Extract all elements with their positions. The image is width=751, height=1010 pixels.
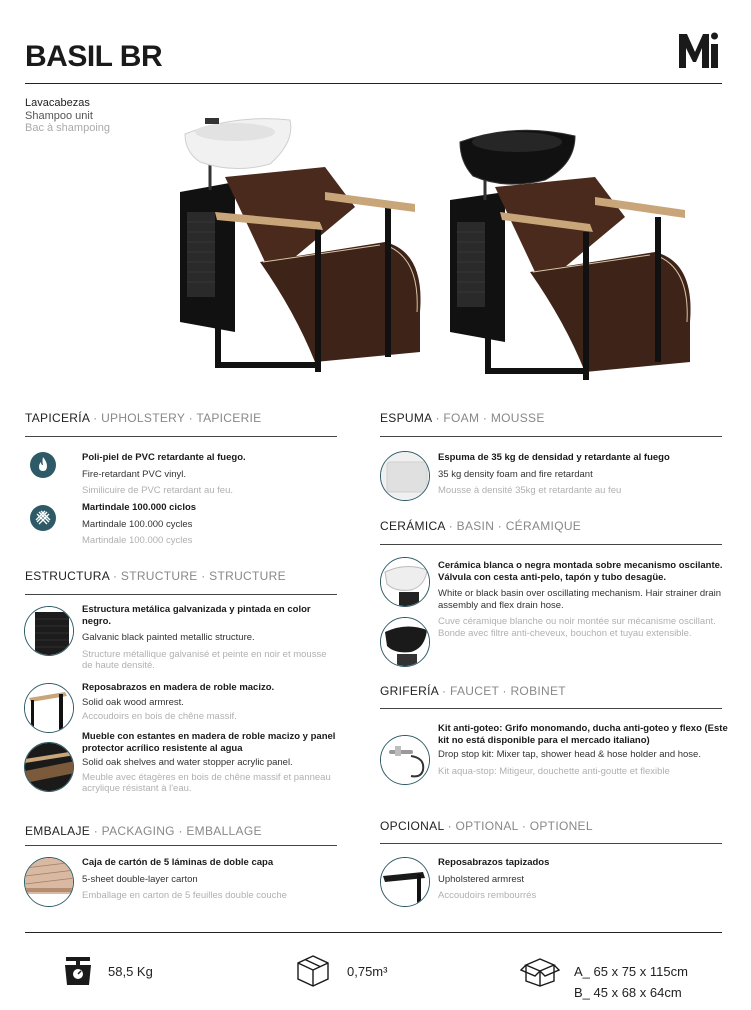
section-upholstery-heading: TAPICERÍA · UPHOLSTERY · TAPICERIE [25, 411, 262, 425]
faucet-item-1: Kit anti-goteo: Grifo monomando, ducha anti-goteo y flexo (Este kit no está disponible para el mercado italiano) Drop stop kit: Mixer tap, shower head & hose holder and hose. Kit aqua-stop: Mitigeur, douchette anti-goutte et flexible [438, 723, 728, 777]
page-title: BASIL BR [25, 40, 163, 73]
section-structure-heading: ESTRUCTURA · STRUCTURE · STRUCTURE [25, 569, 286, 583]
upholstery-item-2: Martindale 100.000 ciclos Martindale 100.000 cycles Martindale 100.000 cycles [82, 502, 197, 546]
dimensions-a: A_ 65 x 75 x 115cm [574, 964, 688, 979]
package-box-icon [520, 955, 560, 987]
section-foam-divider [380, 436, 722, 437]
section-faucet-heading: GRIFERÍA · FAUCET · ROBINET [380, 684, 566, 698]
optional-item-1: Reposabrazos tapizados Upholstered armrest Accoudoirs rembourrés [438, 857, 550, 901]
section-basin-heading: CERÁMICA · BASIN · CÉRAMIQUE [380, 519, 582, 533]
section-basin-divider [380, 544, 722, 545]
structure-frame-thumbnail [24, 606, 74, 656]
structure-item-3: Mueble con estantes en madera de roble macizo y panel protector acrílico resistente al agua Solid oak shelves and water stopper acrylic panel. Meuble avec étagères en bois de chêne massif et panneau acrylique résistant à l'eau. [82, 731, 336, 794]
weave-icon [30, 505, 56, 531]
optional-armrest-thumbnail [380, 857, 430, 907]
subtitle-es: Lavacabezas [25, 97, 90, 109]
brand-logo [677, 30, 721, 70]
product-subtitle [25, 97, 110, 135]
foam-item-1: Espuma de 35 kg de densidad y retardante al fuego 35 kg density foam and fire retardant Mousse à densité 35kg et retardante au feu [438, 452, 670, 496]
structure-item-1: Estructura metálica galvanizada y pintada en color negro. Galvanic black painted metallic structure. Structure métallique galvanisé et peinte en noir et mousse de haute densité. [82, 604, 327, 671]
section-upholstery-divider [25, 436, 337, 437]
upholstery-item-1: Poli-piel de PVC retardante al fuego. Fire-retardant PVC vinyl. Similicuire de PVC retardant au feu. [82, 452, 246, 496]
basin-white-thumbnail [380, 557, 430, 607]
section-packaging-heading: EMBALAJE · PACKAGING · EMBALLAGE [25, 824, 262, 838]
subtitle-fr: Bac à shampoing [25, 122, 110, 134]
foam-thumbnail [380, 451, 430, 501]
chair-black-basin-image [445, 122, 700, 384]
section-packaging-divider [25, 845, 337, 846]
flame-icon [30, 452, 56, 478]
header-divider [25, 83, 722, 84]
section-optional-divider [380, 843, 722, 844]
dimensions-b: B_ 45 x 68 x 64cm [574, 985, 682, 1000]
structure-shelves-thumbnail [24, 742, 74, 792]
faucet-kit-thumbnail [380, 735, 430, 785]
section-optional-heading: OPCIONAL · OPTIONAL · OPTIONEL [380, 819, 593, 833]
section-faucet-divider [380, 708, 722, 709]
volume-cube-icon [295, 953, 331, 989]
subtitle-en: Shampoo unit [25, 109, 93, 122]
structure-item-2: Reposabrazos en madera de roble macizo. Solid oak wood armrest. Accoudoirs en bois de chêne massif. [82, 682, 275, 722]
weight-scale-icon [62, 955, 94, 987]
chair-white-basin-image [175, 112, 430, 380]
basin-item-1: Cerámica blanca o negra montada sobre mecanismo oscilante. Válvula con cesta anti-pelo, tapón y tubo desagüe. White or black basin over oscillating mechanism. Hair strainer drain assembly and flex drain hose. Cuve céramique blanche ou noir montée sur mécanisme oscillant. Bonde avec filtre anti-cheveux, bouchon et tuyau extensible. [438, 560, 723, 639]
volume-value: 0,75m³ [347, 964, 388, 979]
footer-divider [25, 932, 722, 933]
structure-armrest-thumbnail [24, 683, 74, 733]
basin-black-thumbnail [380, 617, 430, 667]
weight-value: 58,5 Kg [108, 964, 153, 979]
section-foam-heading: ESPUMA · FOAM · MOUSSE [380, 411, 545, 425]
section-structure-divider [25, 594, 337, 595]
packaging-carton-thumbnail [24, 857, 74, 907]
packaging-item-1: Caja de cartón de 5 láminas de doble capa 5-sheet double-layer carton Emballage en carton de 5 feuilles double couche [82, 857, 287, 901]
